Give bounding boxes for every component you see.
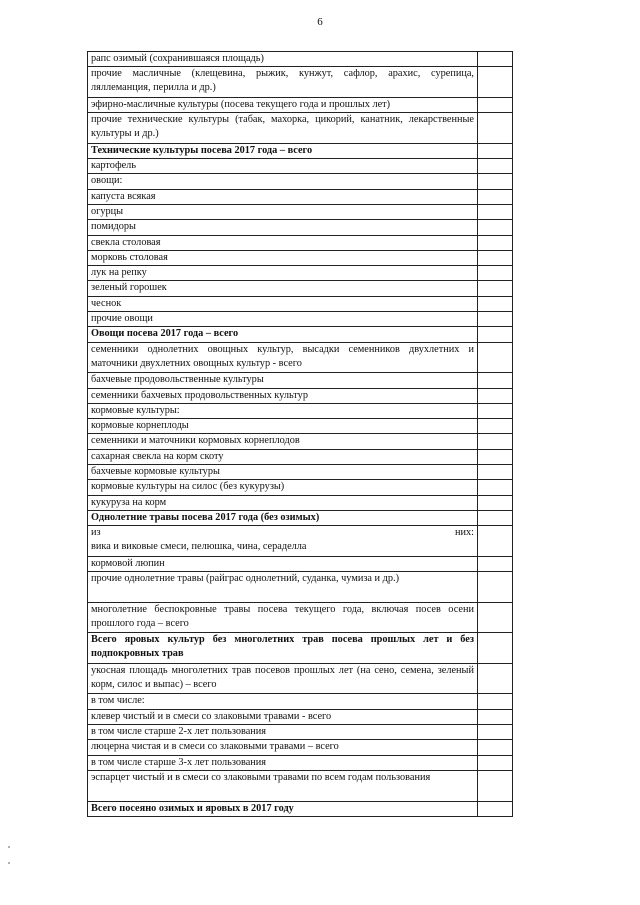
row-value-cell[interactable]	[478, 250, 513, 265]
table-row	[88, 801, 513, 816]
table-row	[88, 143, 513, 158]
table-row	[88, 725, 513, 740]
row-label: Технические культуры посева 2017 года – всего	[88, 143, 478, 158]
table-row	[88, 67, 513, 98]
table-row	[88, 113, 513, 144]
row-label: семенники бахчевых продовольственных культур	[88, 388, 478, 403]
row-value-cell[interactable]	[478, 709, 513, 724]
table-row	[88, 572, 513, 603]
table-row	[88, 296, 513, 311]
row-value-cell[interactable]	[478, 220, 513, 235]
table-row	[88, 434, 513, 449]
crop-area-table	[87, 51, 513, 817]
row-value-cell[interactable]	[478, 740, 513, 755]
row-label: помидоры	[88, 220, 478, 235]
table-row	[88, 495, 513, 510]
row-label: бахчевые продовольственные культуры	[88, 373, 478, 388]
row-value-cell[interactable]	[478, 770, 513, 801]
row-value-cell[interactable]	[478, 327, 513, 342]
table-row	[88, 526, 513, 557]
row-label: прочие овощи	[88, 312, 478, 327]
row-label: кормовые культуры на силос (без кукурузы)	[88, 480, 478, 495]
row-label: Однолетние травы посева 2017 года (без озимых)	[88, 510, 478, 525]
table-row	[88, 556, 513, 571]
row-label: эфирно-масличные культуры (посева текущего года и прошлых лет)	[88, 97, 478, 112]
row-label: многолетние беспокровные травы посева текущего года, включая посев осени прошлого года – всего	[88, 602, 478, 633]
table-row	[88, 204, 513, 219]
row-label: кормовые корнеплоды	[88, 419, 478, 434]
table-row	[88, 174, 513, 189]
row-label: сахарная свекла на корм скоту	[88, 449, 478, 464]
table-row	[88, 403, 513, 418]
table-row	[88, 510, 513, 525]
row-value-cell[interactable]	[478, 296, 513, 311]
table-row	[88, 465, 513, 480]
row-value-cell[interactable]	[478, 143, 513, 158]
row-value-cell[interactable]	[478, 510, 513, 525]
row-label: свекла столовая	[88, 235, 478, 250]
table-row	[88, 770, 513, 801]
row-label: Овощи посева 2017 года – всего	[88, 327, 478, 342]
row-label: картофель	[88, 159, 478, 174]
row-label: прочие технические культуры (табак, махорка, цикорий, канатник, лекарственные культуры и др.)	[88, 113, 478, 144]
row-value-cell[interactable]	[478, 495, 513, 510]
row-label	[88, 526, 478, 557]
row-label: капуста всякая	[88, 189, 478, 204]
row-label: огурцы	[88, 204, 478, 219]
row-value-cell[interactable]	[478, 403, 513, 418]
table-row	[88, 373, 513, 388]
row-label: клевер чистый и в смеси со злаковыми травами - всего	[88, 709, 478, 724]
row-label: овощи:	[88, 174, 478, 189]
row-label-suffix: них:	[454, 527, 474, 539]
row-value-cell[interactable]	[478, 266, 513, 281]
row-label: прочие масличные (клещевина, рыжик, кунжут, сафлор, арахис, сурепица, ляллеманция, перилла и др.)	[88, 67, 478, 98]
row-value-cell[interactable]	[478, 449, 513, 464]
table-row	[88, 312, 513, 327]
table-row	[88, 266, 513, 281]
row-value-cell[interactable]	[478, 434, 513, 449]
table-row	[88, 602, 513, 633]
page-number: 6	[317, 16, 323, 28]
table-row	[88, 419, 513, 434]
row-value-cell[interactable]	[478, 526, 513, 557]
table-row	[88, 281, 513, 296]
table-row	[88, 388, 513, 403]
row-label-prefix: из	[91, 527, 101, 539]
row-value-cell[interactable]	[478, 572, 513, 603]
row-value-cell[interactable]	[478, 281, 513, 296]
row-label: в том числе старше 2-х лет пользования	[88, 725, 478, 740]
row-value-cell[interactable]	[478, 465, 513, 480]
row-value-cell[interactable]	[478, 97, 513, 112]
table-row	[88, 663, 513, 694]
row-label: кормовые культуры:	[88, 403, 478, 418]
row-value-cell[interactable]	[478, 159, 513, 174]
table-row	[88, 159, 513, 174]
table-row	[88, 97, 513, 112]
row-label: чеснок	[88, 296, 478, 311]
row-value-cell[interactable]	[478, 189, 513, 204]
row-value-cell[interactable]	[478, 388, 513, 403]
row-label: кукуруза на корм	[88, 495, 478, 510]
row-label: Всего яровых культур без многолетних трав посева прошлых лет и без подпокровных трав	[88, 633, 478, 664]
row-label: в том числе старше 3-х лет пользования	[88, 755, 478, 770]
row-label: люцерна чистая и в смеси со злаковыми травами – всего	[88, 740, 478, 755]
table-row	[88, 342, 513, 373]
row-value-cell[interactable]	[478, 725, 513, 740]
scan-speck	[8, 846, 10, 848]
row-value-cell[interactable]	[478, 235, 513, 250]
table-row	[88, 449, 513, 464]
row-value-cell[interactable]	[478, 633, 513, 664]
row-label: семенники однолетних овощных культур, высадки семенников двухлетних и маточники двухлетних овощных культур - всего	[88, 342, 478, 373]
row-label: прочие однолетние травы (райграс однолетний, суданка, чумиза и др.)	[88, 572, 478, 603]
table-row	[88, 327, 513, 342]
row-label: Всего посеяно озимых и яровых в 2017 году	[88, 801, 478, 816]
row-label: зеленый горошек	[88, 281, 478, 296]
row-value-cell[interactable]	[478, 342, 513, 373]
row-label: бахчевые кормовые культуры	[88, 465, 478, 480]
row-value-cell[interactable]	[478, 663, 513, 694]
row-value-cell[interactable]	[478, 556, 513, 571]
row-value-cell[interactable]	[478, 755, 513, 770]
row-value-cell[interactable]	[478, 602, 513, 633]
table-row	[88, 633, 513, 664]
row-value-cell[interactable]	[478, 204, 513, 219]
row-value-cell[interactable]	[478, 67, 513, 98]
row-label: морковь столовая	[88, 250, 478, 265]
row-value-cell[interactable]	[478, 801, 513, 816]
row-value-cell[interactable]	[478, 694, 513, 709]
row-label: лук на репку	[88, 266, 478, 281]
table-row	[88, 220, 513, 235]
row-value-cell[interactable]	[478, 312, 513, 327]
row-value-cell[interactable]	[478, 419, 513, 434]
row-value-cell[interactable]	[478, 480, 513, 495]
row-label: семенники и маточники кормовых корнеплодов	[88, 434, 478, 449]
row-value-cell[interactable]	[478, 174, 513, 189]
row-value-cell[interactable]	[478, 52, 513, 67]
row-label: рапс озимый (сохранившаяся площадь)	[88, 52, 478, 67]
table-row	[88, 709, 513, 724]
scan-speck	[8, 862, 10, 864]
table-row	[88, 755, 513, 770]
row-label: эспарцет чистый и в смеси со злаковыми травами по всем годам пользования	[88, 770, 478, 801]
row-value-cell[interactable]	[478, 373, 513, 388]
row-label-detail: вика и виковые смеси, пелюшка, чина, сераделла	[91, 541, 307, 553]
crop-area-table-body	[88, 52, 513, 817]
row-label: в том числе:	[88, 694, 478, 709]
row-label: кормовой люпин	[88, 556, 478, 571]
table-row	[88, 250, 513, 265]
table-row	[88, 189, 513, 204]
table-row	[88, 694, 513, 709]
table-row	[88, 52, 513, 67]
row-label: укосная площадь многолетних трав посевов прошлых лет (на сено, семена, зеленый корм, силос и выпас) – всего	[88, 663, 478, 694]
table-row	[88, 480, 513, 495]
table-row	[88, 740, 513, 755]
row-value-cell[interactable]	[478, 113, 513, 144]
table-row	[88, 235, 513, 250]
